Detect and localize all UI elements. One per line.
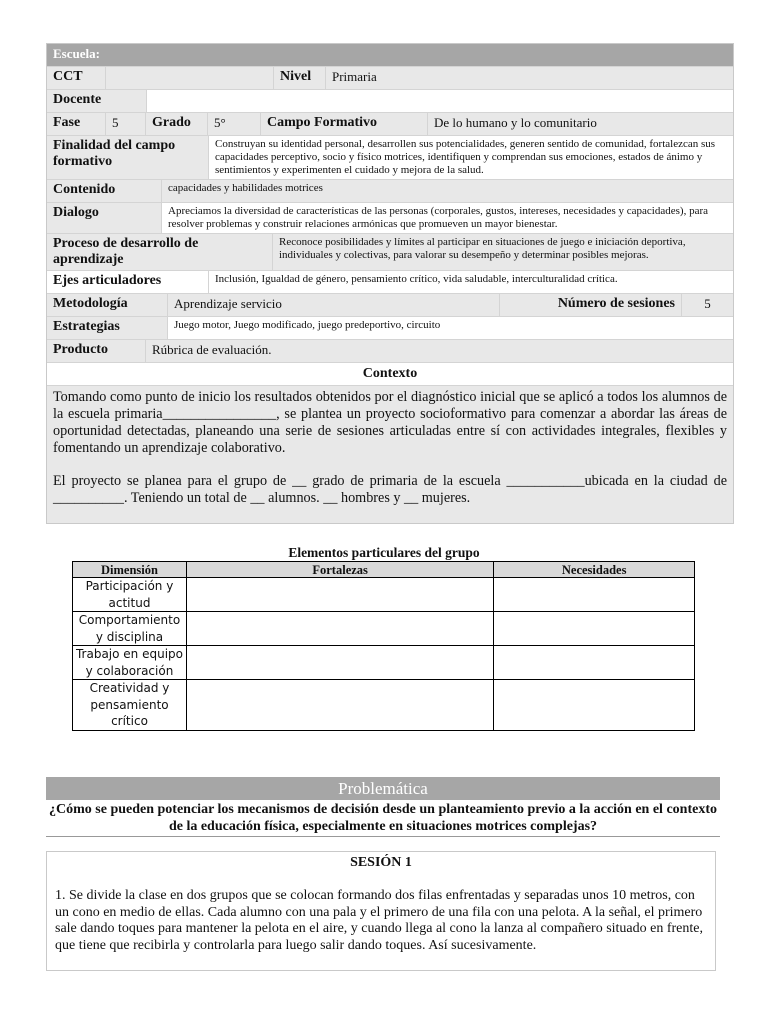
dialogo-row bbox=[47, 202, 733, 233]
table-row bbox=[73, 578, 695, 612]
grupo-table bbox=[72, 561, 695, 731]
dimension-cell: Participación y actitud bbox=[73, 578, 187, 612]
cct-value bbox=[105, 67, 273, 89]
fortalezas-cell bbox=[186, 612, 493, 646]
col-necesidades: Necesidades bbox=[494, 562, 695, 578]
sesion-box bbox=[46, 851, 716, 971]
sesiones-value: 5 bbox=[681, 294, 733, 316]
metodologia-row bbox=[47, 293, 733, 316]
producto-label: Producto bbox=[53, 342, 108, 357]
table-row bbox=[73, 646, 695, 680]
fase-row bbox=[47, 112, 733, 135]
sesion-title: SESIÓN 1 bbox=[350, 855, 412, 870]
nivel-value: Primaria bbox=[325, 67, 733, 89]
finalidad-row bbox=[47, 135, 733, 179]
cct-row bbox=[47, 66, 733, 89]
proceso-label: Proceso de desarrollo de aprendizaje bbox=[53, 236, 199, 267]
producto-value: Rúbrica de evaluación. bbox=[145, 340, 733, 362]
nivel-label: Nivel bbox=[273, 67, 325, 89]
estrategias-label: Estrategias bbox=[53, 319, 120, 334]
col-fortalezas: Fortalezas bbox=[186, 562, 493, 578]
dimension-cell: Trabajo en equipo y colaboración bbox=[73, 646, 187, 680]
necesidades-cell bbox=[494, 578, 695, 612]
dialogo-label: Dialogo bbox=[53, 205, 99, 220]
proceso-value: Reconoce posibilidades y límites al participar en situaciones de juego e iniciación deportiva, individuales y colectivas, para valorar su desempeño y determinar posibles mejoras. bbox=[272, 234, 733, 270]
proceso-row bbox=[47, 233, 733, 270]
dimension-cell: Comportamiento y disciplina bbox=[73, 612, 187, 646]
col-dimension: Dimensión bbox=[73, 562, 187, 578]
table-row bbox=[73, 612, 695, 646]
contexto-paragraph-2: El proyecto se planea para el grupo de __ grado de primaria de la escuela ___________ubicada en la ciudad de __________. Teniendo un total de __ alumnos. __ hombres y __ mujeres. bbox=[53, 473, 727, 506]
necesidades-cell bbox=[494, 612, 695, 646]
fase-label: Fase bbox=[53, 115, 81, 130]
sesiones-label: Número de sesiones bbox=[499, 294, 681, 316]
contenido-row bbox=[47, 179, 733, 202]
dialogo-value: Apreciamos la diversidad de características de las personas (corporales, gustos, intereses, necesidades y capacidades), para resolver problemas y construir relaciones armónicas que promueven un mayor bienestar. bbox=[161, 203, 733, 233]
fortalezas-cell bbox=[186, 646, 493, 680]
finalidad-value: Construyan su identidad personal, desarrollen sus potencialidades, generen sentido de comunidad, fortalezcan sus capacidades perceptivo, socio y físico motrices, identifiquen y comprendan sus emociones, estados de ánimo y sentimientos y experimenten el cuidado y mejora de la salud. bbox=[208, 136, 733, 179]
campo-label: Campo Formativo bbox=[260, 113, 427, 135]
cct-label: CCT bbox=[53, 69, 83, 84]
metodologia-value: Aprendizaje servicio bbox=[167, 294, 499, 316]
estrategias-row bbox=[47, 316, 733, 339]
contenido-label: Contenido bbox=[53, 182, 116, 197]
sesion-text: 1. Se divide la clase en dos grupos que se colocan formando dos filas enfrentadas y separadas unos 10 metros, con un cono en medio de ellas. Cada alumno con una pala y el primero de una fila con una pelota. A la señal, el primero sale dando toques para mantener la pelota en el aire, y cuando llega al cono la lanza al compañero situado en frente, que tiene que recibirla y controlarla para luego salir dando toques. Así sucesivamente. bbox=[55, 888, 703, 953]
contexto-body bbox=[47, 386, 733, 523]
contexto-title: Contexto bbox=[47, 362, 733, 386]
campo-value: De lo humano y lo comunitario bbox=[427, 113, 733, 135]
fortalezas-cell bbox=[186, 680, 493, 731]
grado-label: Grado bbox=[145, 113, 207, 135]
problematica-title: Problemática bbox=[46, 777, 720, 800]
ejes-value: Inclusión, Igualdad de género, pensamiento crítico, vida saludable, interculturalidad crítica. bbox=[208, 271, 733, 293]
contenido-value: capacidades y habilidades motrices bbox=[161, 180, 733, 202]
docente-value bbox=[146, 90, 733, 112]
fase-value: 5 bbox=[105, 113, 145, 135]
metodologia-label: Metodología bbox=[53, 296, 128, 311]
planning-sheet bbox=[46, 43, 734, 524]
producto-row bbox=[47, 339, 733, 362]
grado-value: 5° bbox=[207, 113, 260, 135]
problematica-question: ¿Cómo se pueden potenciar los mecanismos de decisión desde un planteamiento previo a la acción en el contexto de la educación física, especialmente en situaciones motrices complejas? bbox=[46, 800, 720, 837]
docente-label: Docente bbox=[53, 92, 102, 107]
contexto-paragraph-1: Tomando como punto de inicio los resultados obtenidos por el diagnóstico inicial que se aplicó a todos los alumnos de la escuela primaria________________, se plantea un proyecto socioformativo para comenzar a abordar las áreas de oportunidad detectadas, planeando una serie de sesiones articuladas entre sí con actividades integrales, flexibles y fomentando un aprendizaje colaborativo. bbox=[53, 389, 727, 456]
grupo-header-row bbox=[73, 562, 695, 578]
fortalezas-cell bbox=[186, 578, 493, 612]
escuela-label: Escuela: bbox=[47, 44, 733, 66]
estrategias-value: Juego motor, Juego modificado, juego predeportivo, circuito bbox=[167, 317, 733, 339]
docente-row bbox=[47, 89, 733, 112]
ejes-label: Ejes articuladores bbox=[53, 273, 162, 288]
necesidades-cell bbox=[494, 680, 695, 731]
finalidad-label: Finalidad del campo formativo bbox=[53, 138, 176, 169]
ejes-row bbox=[47, 270, 733, 293]
table-row bbox=[73, 680, 695, 731]
necesidades-cell bbox=[494, 646, 695, 680]
dimension-cell: Creatividad y pensamiento crítico bbox=[73, 680, 187, 731]
grupo-title: Elementos particulares del grupo bbox=[288, 545, 480, 560]
